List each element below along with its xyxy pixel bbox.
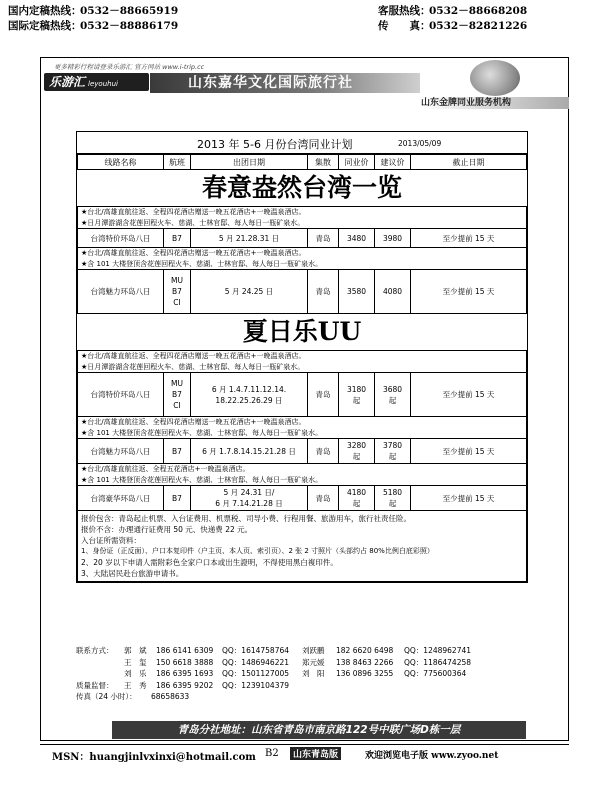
fax-24h: 68658633 [151,692,190,701]
price-notes [78,511,527,582]
departure-dates: 5 月 24.25 日 [191,270,308,314]
trade-price: 3180 起 [339,373,375,417]
route-name: 台湾魅力环岛八日 [78,270,164,314]
deadline: 至少提前 15 天 [411,439,527,464]
flight-code: B7 [164,439,191,464]
flight-code: B7 [164,229,191,248]
contact-phone: 186 6141 6309 [156,646,214,655]
contact-row [76,645,471,657]
table-row [78,229,527,248]
contact-qq: QQ：1614758764 [222,646,290,655]
header-flight: 航班 [164,155,191,170]
docs-title: 入台证所需资料： [81,536,141,545]
fax-label: 传 真： [378,20,431,32]
contact-phone: 138 8463 2266 [336,657,394,667]
route-name: 台湾特价环岛八日 [78,229,164,248]
departure-city: 青岛 [308,373,339,417]
contact-phone: 182 6620 6498 [336,646,394,655]
contact-qq: QQ：1486946221 [222,657,290,667]
plan-table [77,154,527,582]
table-row [78,486,527,511]
section-title-spring: 春意盎然台湾一览 [78,170,527,207]
feature-note: ★台北/高雄直航往返、全程四花酒店赠送一晚五花酒店+一晚温泉酒店。 ★日月潭游湖含花莲回程火车、慈湖、士林官邸、每人每日一瓶矿泉水。 [78,207,527,229]
trade-price: 4180 起 [339,486,375,511]
table-header-row [78,155,527,170]
fax-label-24h: 传真（24 小时）： [76,692,137,701]
qa-row [76,680,471,692]
contact-label: 联系方式： [76,646,114,655]
contact-name: 郑元媛 [302,657,325,667]
trade-price: 3280 起 [339,439,375,464]
deadline: 至少提前 15 天 [411,229,527,248]
brand-name: 乐游汇 [49,75,86,89]
retail-price: 3780 起 [375,439,411,464]
intl-number: 0532－88886179 [80,20,179,32]
flight-code: MU B7 CI [164,373,191,417]
page-number: B2 [265,748,279,759]
feature-note: ★台北/高雄直航往返、全程四花酒店赠送一晚五花酒店+一晚温泉酒店。 ★含 101 大楼登顶含花莲回程火车、慈湖、士林官邸、每人每日一瓶矿泉水。 [78,417,527,439]
departure-dates: 5 月 21.28.31 日 [191,229,308,248]
retail-price: 5180 起 [375,486,411,511]
header-dates: 出团日期 [191,155,308,170]
header-city: 集散 [308,155,339,170]
fax-number: 0532－82821226 [429,20,528,32]
domestic-number: 0532－88665919 [80,5,179,17]
qa-phone: 186 6395 9202 [156,680,214,690]
hotline-block-right [378,4,527,34]
table-row [78,270,527,314]
contact-name: 王 玺 [124,657,147,667]
deadline: 至少提前 15 天 [411,373,527,417]
branch-address-bar: 青岛分社地址：山东省青岛市南京路122号中联广场D栋一层 [112,721,526,739]
retail-price: 3980 [375,229,411,248]
retail-price: 3680 起 [375,373,411,417]
deadline: 至少提前 15 天 [411,486,527,511]
contact-phone: 136 0896 3255 [336,669,394,678]
qa-qq: QQ：1239104379 [222,680,290,690]
service-number: 0532－88668208 [429,5,528,17]
flight-code: MU B7 CI [164,270,191,314]
header-retail-price: 建议价 [375,155,411,170]
trade-price: 3580 [339,270,375,314]
flight-code: B7 [164,486,191,511]
retail-price: 4080 [375,270,411,314]
route-name: 台湾豪华环岛八日 [78,486,164,511]
contact-qq: QQ：1248962741 [404,646,472,655]
hotline-block-left [8,4,178,34]
departure-dates: 5 月 24.31 日/ 6 月 7.14.21.28 日 [191,486,308,511]
contact-name: 刘 阳 [302,669,325,678]
bottom-bar [0,748,595,762]
contact-phone: 150 6618 3888 [156,657,214,667]
header-route: 线路名称 [78,155,164,170]
departure-city: 青岛 [308,439,339,464]
section-title-summer: 夏日乐UU [78,314,527,351]
price-include: 报价包含：青岛起止机票、入台证费用、机票税、司导小费、行程用餐、旅游用车，旅行社责任险。 [81,514,411,523]
departure-city: 青岛 [308,486,339,511]
service-label: 客服热线： [378,5,431,17]
contact-row [76,657,471,669]
route-name: 台湾魅力环岛八日 [78,439,164,464]
msn-contact: MSN：huangjinlvxinxi@hotmail.com [52,752,256,763]
header-trade-price: 同业价 [339,155,375,170]
doc-item: 1、身份证（正反面）、户口本复印件（户主页、本人页、索引页）、2 张 2 寸照片（头部约占 80%比例白底彩照） [81,547,434,555]
plan-title-row [77,132,527,154]
contact-qq: QQ：775600364 [404,669,467,678]
plan-date: 2013/05/09 [398,139,442,148]
contact-qq: QQ：1186474258 [404,657,472,667]
table-row [78,373,527,417]
deadline: 至少提前 15 天 [411,270,527,314]
feature-note: ★台北/高雄直航往返、全程四花酒店赠送一晚五花酒店+一晚温泉酒店。 ★日月潭游湖含花莲回程火车、慈湖、士林官邸、每人每日一瓶矿泉水。 [78,351,527,373]
departure-dates: 6 月 1.4.7.11.12.14. 18.22.25.26.29 日 [191,373,308,417]
fax-row [76,691,471,703]
emblem-logo [470,60,520,96]
feature-note: ★台北/高雄直航往返、全程四花酒店赠送一晚五花酒店+一晚温泉酒店。 ★含 101 大楼登顶含花莲回程火车、慈湖、士林官邸、每人每日一瓶矿泉水。 [78,248,527,270]
contact-name: 刘 乐 [124,669,147,678]
route-name: 台湾特价环岛八日 [78,373,164,417]
departure-dates: 6 月 1.7.8.14.15.21.28 日 [191,439,308,464]
banner-top-line: 更多精彩行程请登录乐游汇 官方网站 www.i-trip.cc [54,63,205,71]
feature-note: ★台北/高雄直航往返、全程五花酒店+一晚温泉酒店。 ★含 101 大楼登顶含花莲回程火车、慈湖、士林官邸、每人每日一瓶矿泉水。 [78,464,527,486]
contact-block [76,645,471,703]
contact-phone: 186 6395 1693 [156,669,214,678]
doc-item: 3、大陆居民赴台旅游申请书。 [81,569,184,578]
brand-logo [44,73,149,91]
contact-name: 刘跃鹏 [302,646,325,655]
plan-title: 2013 年 5-6 月份台湾同业计划 [197,138,353,151]
tagline: 山东金牌同业服务机构 [421,97,569,109]
brand-sub: leyouhui [88,80,118,88]
doc-item: 2、20 岁以下申请人需附彩色全家户口本或出生證明，不得使用黑白複印件。 [81,558,338,567]
domestic-label: 国内定稿热线： [8,5,82,17]
website-link[interactable]: 欢迎浏览电子版 www.zyoo.net [365,751,499,761]
trade-price: 3480 [339,229,375,248]
price-exclude: 报价不含：办理通行证费用 50 元、快递费 22 元。 [81,525,253,534]
contact-name: 郭 斌 [124,646,147,655]
header-deadline: 截止日期 [411,155,527,170]
qa-label: 质量监督： [76,680,114,690]
divider [40,744,569,745]
company-name-banner: 山东嘉华文化国际旅行社 [150,73,420,93]
contact-qq: QQ：1501127005 [222,669,290,678]
plan-table-box [76,131,528,583]
contact-row [76,668,471,680]
intl-label: 国际定稿热线： [8,20,82,32]
qa-name: 王 秀 [124,680,147,690]
edition-badge: 山东青岛版 [290,747,341,760]
table-row [78,439,527,464]
departure-city: 青岛 [308,229,339,248]
departure-city: 青岛 [308,270,339,314]
